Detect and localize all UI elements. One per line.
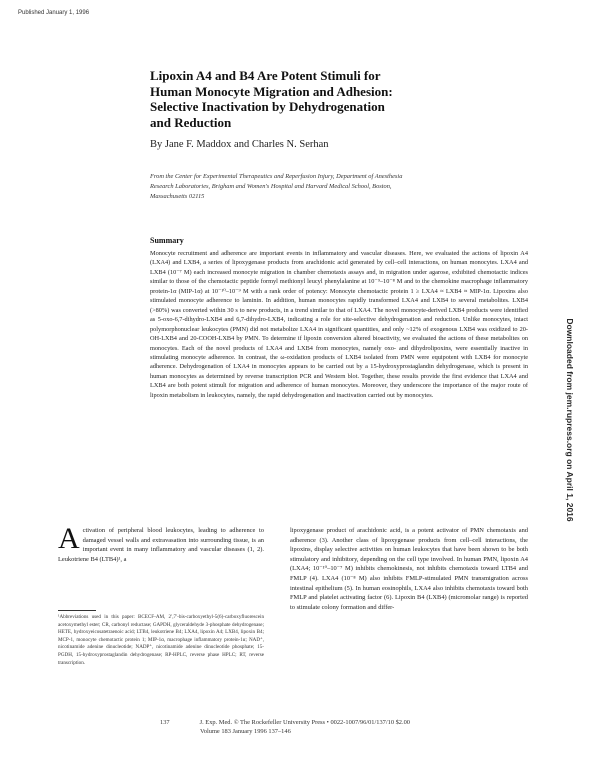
download-notice: Downloaded from jem.rupress.org on April 1, 2016 — [565, 318, 575, 522]
affiliation-line: Massachusetts 02115 — [150, 193, 205, 200]
affiliation-line: Research Laboratories, Brigham and Women's Hospital and Harvard Medical School, Boston, — [150, 183, 392, 190]
page-footer — [160, 718, 500, 736]
intro-left-text: ctivation of peripheral blood leukocytes, leading to adherence to damaged vessel walls and extravasation into surrounding tissue, is an important event in many inflammatory and vascular diseases (1, 2). Leukotriene B4 (LTB4)¹, a — [58, 527, 264, 563]
abbreviations-footnote: ¹Abbreviations used in this paper: BCECF-AM, 2′,7′-bis-carboxyethyl-5(6)-carboxyfluorescein acetoxymethyl ester; CR, carbonyl reductase; GAPDH, glyceraldehyde 3-phosphate dehydrogenase; HETE, hydroxyeicosatetraenoic acid; LTB4, leukotriene B4; LXA4, lipoxin A4; LXB4, lipoxin B4; MCP-1, monocyte chemotactic protein 1; MIP-1α, macrophage inflammatory protein-1α; NAD⁺, nicotinamide adenine dinucleotide; NADP⁺, nicotinamide adenine dinucleotide phosphate; 15-PGDH, 15-hydroxyprostaglandin dehydrogenase; RP-HPLC, reverse phase HPLC; RT, reverse transcription. — [58, 614, 264, 666]
article-title — [150, 68, 480, 130]
journal-citation: J. Exp. Med. © The Rockefeller University Press • 0022-1007/96/01/137/10 $2.00 — [199, 719, 410, 726]
title-line: Lipoxin A4 and B4 Are Potent Stimuli for — [150, 68, 381, 83]
summary-paragraph: Monocyte recruitment and adherence are important events in inflammatory and vascular diseases. Here, we evaluated the actions of lipoxin A4 (LXA4) and LXB4, a series of lipoxygenase products from arachidonic acid generated by cell–cell interactions, on human monocytes. LXA4 and LXB4 (10⁻⁷ M) each increased monocyte migration in chamber chemotaxis assays and, in migration under agarose, exhibited chemotactic indices similar to those of the chemotactic peptide formyl methionyl leucyl phenylalanine at 10⁻⁹–10⁻⁸ M and to the chemokine macrophage inflammatory protein-1α (MIP-1α) at 10⁻¹⁰–10⁻⁹ M with a rank order of potency: Monocyte chemotactic protein 1 ≥ LXA4 ≈ LXB4 ≈ MIP-1α. Lipoxins also stimulated monocyte adherence to laminin. In addition, human monocytes rapidly transformed LXA4 and LXB4 to several metabolites. LXB4 (>80%) was converted within 30 s to new products, in a trend similar to that of LXA4. The novel monocyte-derived LXB4 products were identified as 5-oxo-6,7-dihydro-LXB4 and 6,7-dihydro-LXB4, indicating a role for site-selective dehydrogenation and reduction. Unlike monocytes, intact polymorphonuclear leukocytes (PMN) did not metabolize LXA4 in significant quantities, and only ~12% of exogenous LXB4 was oxidized to 20-OH-LXB4 and 20-COOH-LXB4 by PMN. To determine if lipoxin conversion altered bioactivity, we evaluated the actions of these metabolites on monocytes. Each of the novel products of LXA4 and LXB4 from monocytes, namely oxo- and dihydrolipoxins, were essentially inactive in stimulating monocyte adherence. In contrast, the ω-oxidation products of LXB4 isolated from PMN were equipotent with LXB4 for monocyte adherence. Dehydrogenation of LXA4 in monocytes appears to be carried out by a 15-hydroxyprostaglandin dehydrogenase, which is present in human monocytes as determined by reverse transcription PCR and Western blot. Together, these results provide the first evidence that LXA4 and LXB4 are both potent stimuli for migration and adherence of human monocytes. Moreover, they underscore the importance of the major route of lipoxin metabolism in leukocytes, namely, the rapid dehydrogenation and inactivation carried out by monocytes. — [150, 250, 528, 399]
title-line: and Reduction — [150, 114, 232, 130]
affiliation — [150, 172, 520, 202]
summary-heading: Summary — [150, 236, 184, 245]
intro-right-text: lipoxygenase product of arachidonic acid, is a potent activator of PMN chemotaxis and adherence (3). Another class of lipoxygenase products from cell–cell interactions, the lipoxins, display selective activities on human leukocytes that have been shown to be both stimulatory and inhibitory, depending on the cell type involved. In human PMN, lipoxin A4 (LXA4; 10⁻¹⁰–10⁻⁷ M) inhibits chemokinesis, not inhibits chemotaxis toward LTB4 and FMLP (4). LXA4 (10⁻⁸ M) also inhibits FMLP-stimulated PMN transmigration across intestinal epithelium (5). In human eosinophils, LXA4 also inhibits chemotaxis toward both FMLP and platelet activating factor (6). Lipoxin B4 (LXB4) (micromolar range) is reported to stimulate colony formation and differ- — [290, 527, 528, 611]
intro-left-column — [58, 522, 264, 564]
author-line: By Jane F. Maddox and Charles N. Serhan — [150, 139, 329, 150]
intro-right-column — [290, 526, 528, 612]
footer-journal-row — [160, 718, 500, 727]
footnote-rule — [58, 610, 96, 611]
published-date: Published January 1, 1996 — [18, 10, 90, 16]
title-line: Human Monocyte Migration and Adhesion: — [150, 83, 393, 99]
drop-cap: A — [58, 522, 80, 555]
title-line: Selective Inactivation by Dehydrogenation — [150, 99, 385, 114]
intro-paragraph — [58, 522, 264, 564]
volume-line: Volume 183 January 1996 137–146 — [200, 728, 291, 735]
download-sidebar — [560, 240, 580, 600]
affiliation-line: From the Center for Experimental Therapeutics and Reperfusion Injury, Department of Anesthesia — [150, 173, 403, 180]
page-number: 137 — [160, 719, 170, 726]
